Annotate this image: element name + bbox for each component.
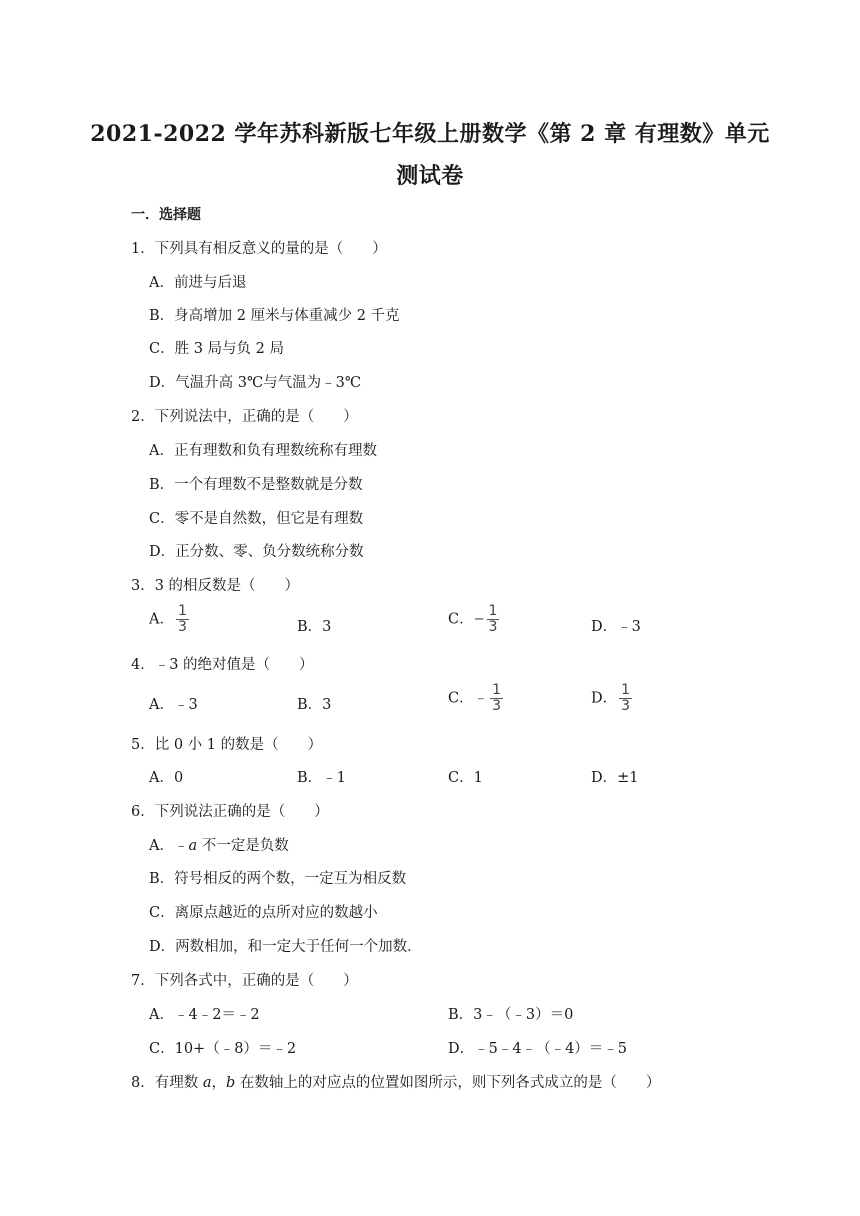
variable-a: a [188,838,198,854]
question-5-stem: 5．比 0 小 1 的数是（ ） [131,737,323,753]
question-7-option-d: D．﹣5﹣4﹣（﹣4）＝﹣5 [448,1041,628,1057]
stem-text: 在数轴上的对应点的位置如图所示，则下列各式成立的是（ ） [235,1075,661,1091]
question-3-option-a [149,604,189,635]
stem-text: 8．有理数 [131,1075,203,1091]
question-4-option-b: B．3 [297,697,332,713]
question-5-option-b: B．﹣1 [297,770,346,786]
fraction-one-third: $\frac{1}{3}$ [492,682,502,714]
fraction-one-third: $\frac{1}{3}$ [488,603,498,635]
option-label: A．﹣ [149,838,189,854]
question-8-stem [131,1071,660,1092]
question-3-stem: 3．3 的相反数是（ ） [131,578,300,594]
option-label: C．﹣ [448,690,489,707]
question-3-option-c [448,604,499,635]
question-2-option-d: D．正分数、零、负分数统称分数 [149,544,364,560]
option-text: 不一定是负数 [197,838,289,854]
question-1-option-a: A．前进与后退 [149,275,247,291]
question-6-option-d: D．两数相加，和一定大于任何一个加数． [149,939,422,955]
option-label: C． [448,611,474,628]
question-5-option-d: D．±1 [591,770,639,786]
question-2-option-a: A．正有理数和负有理数统称有理数 [149,443,377,459]
question-3-option-b: B．3 [297,619,332,635]
question-1-option-c: C．胜 3 局与负 2 局 [149,341,284,357]
variable-a: a [202,1075,212,1091]
question-4-option-d [591,683,632,714]
question-2-option-b: B．一个有理数不是整数就是分数 [149,477,363,493]
question-1-option-d: D．气温升高 3℃与气温为﹣3℃ [149,375,362,391]
question-1-stem: 1．下列具有相反意义的量的是（ ） [131,241,387,257]
section-heading: 一．选择题 [131,207,201,223]
question-1-option-b: B．身高增加 2 厘米与体重减少 2 千克 [149,308,400,324]
exam-title-line1: 2021-2022 学年苏科新版七年级上册数学《第 2 章 有理数》单元 [90,121,770,147]
question-2-stem: 2．下列说法中，正确的是（ ） [131,409,358,425]
question-6-stem: 6．下列说法正确的是（ ） [131,804,329,820]
question-6-option-b: B．符号相反的两个数，一定互为相反数 [149,871,407,887]
fraction-one-third: $\frac{1}{3}$ [621,682,631,714]
exam-title-line2: 测试卷 [396,163,464,189]
question-7-option-a: A．﹣4﹣2＝﹣2 [149,1007,260,1023]
variable-b: b [226,1075,236,1091]
question-7-stem: 7．下列各式中，正确的是（ ） [131,973,358,989]
option-label: D． [591,690,618,707]
question-7-option-b: B．3﹣（﹣3）＝0 [448,1007,574,1023]
question-4-stem: 4．﹣3 的绝对值是（ ） [131,657,314,673]
option-label: A． [149,611,174,628]
question-5-option-c: C．1 [448,770,483,786]
stem-text: ， [211,1075,226,1091]
fraction-one-third: $\frac{1}{3}$ [177,603,187,635]
question-7-option-c: C．10+（﹣8）＝﹣2 [149,1041,297,1057]
minus-sign: − [473,612,485,627]
question-6-option-a [149,834,289,855]
question-6-option-c: C．离原点越近的点所对应的数越小 [149,905,378,921]
question-2-option-c: C．零不是自然数，但它是有理数 [149,511,364,527]
question-4-option-c [448,683,503,714]
question-4-option-a: A．﹣3 [149,697,198,713]
question-5-option-a: A．0 [149,770,184,786]
question-3-option-d: D．﹣3 [591,619,641,635]
